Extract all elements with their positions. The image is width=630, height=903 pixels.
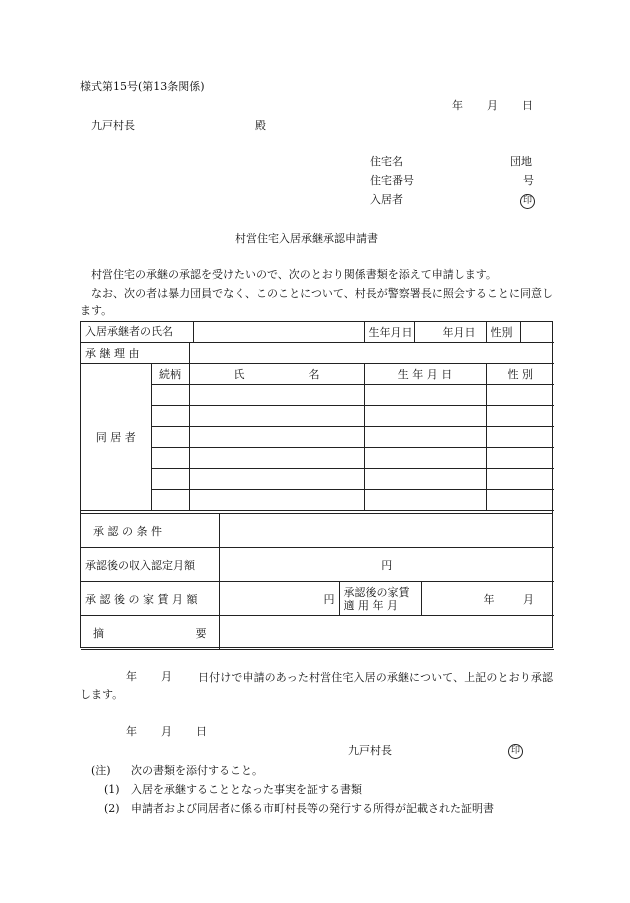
remarks-field[interactable] xyxy=(219,616,554,650)
notes-head: 次の書類を添付すること。 xyxy=(131,764,263,777)
income-label: 承認後の収入認定月額 xyxy=(81,548,219,582)
col-name-header: 氏 名 xyxy=(189,364,364,385)
resident-label: 入居者 xyxy=(370,193,403,206)
housing-name-label: 住宅名 xyxy=(370,155,403,168)
approval-year: 年 xyxy=(126,670,137,683)
notes-label: (注) xyxy=(91,764,111,777)
table-row xyxy=(81,427,554,448)
intro-paragraph-1: 村営住宅の承継の承認を受けたいので、次のとおり関係書類を添えて申請します。 xyxy=(91,268,497,281)
gender-field[interactable] xyxy=(520,322,554,343)
mayor-name: 九戸村長 xyxy=(348,744,392,757)
col-gender-header: 性 別 xyxy=(486,364,554,385)
conditions-label: 承 認 の 条 件 xyxy=(81,514,219,548)
page-title: 村営住宅入居承継承認申請書 xyxy=(235,232,378,245)
birth-year-label: 年 xyxy=(442,326,454,339)
gender-label: 性別 xyxy=(486,322,520,343)
col-birth-header: 生 年 月 日 xyxy=(364,364,486,385)
approval-date-month: 月 xyxy=(161,725,172,738)
rent-date-field[interactable]: 年 月 xyxy=(421,582,554,616)
rent-date-label: 承認後の家賃 適 用 年 月 xyxy=(339,582,421,616)
date-year: 年 xyxy=(452,99,463,112)
addressee-name: 九戸村長 xyxy=(91,119,135,132)
birthdate-label: 生年月日 xyxy=(364,322,414,343)
birthdate-field[interactable] xyxy=(414,322,486,343)
approval-date-day: 日 xyxy=(196,725,207,738)
rent-field[interactable]: 円 xyxy=(219,582,339,616)
table-row xyxy=(81,469,554,490)
approval-month: 月 xyxy=(161,670,172,683)
housing-number-suffix: 号 xyxy=(523,174,534,187)
note-2-number: (2) xyxy=(104,802,120,815)
table-row xyxy=(81,406,554,427)
housing-name-suffix: 団地 xyxy=(510,155,532,168)
housing-number-label: 住宅番号 xyxy=(370,174,414,187)
table-row xyxy=(81,490,554,511)
mayor-seal-icon: 印 xyxy=(508,743,523,759)
application-table xyxy=(80,321,553,514)
approval-date-year: 年 xyxy=(126,725,137,738)
date-day: 日 xyxy=(522,99,533,112)
rent-label: 承 認 後 の 家 賃 月 額 xyxy=(81,582,219,616)
approval-text: 日付けで申請のあった村営住宅入居の承継について、上記のとおり承認します。 xyxy=(80,671,553,701)
conditions-field[interactable] xyxy=(219,514,554,548)
note-1-number: (1) xyxy=(104,783,120,796)
approval-table xyxy=(80,513,553,648)
date-month: 月 xyxy=(487,99,498,112)
successor-name-label: 入居承継者の氏名 xyxy=(81,322,194,342)
reason-label: 承 継 理 由 xyxy=(81,343,189,364)
birth-month-label: 月 xyxy=(453,326,465,339)
note-2-text: 申請者および同居者に係る市町村長等の発行する所得が記載された証明書 xyxy=(131,802,494,815)
remarks-label: 摘 要 xyxy=(81,616,219,650)
table-row xyxy=(81,448,554,469)
addressee-honorific: 殿 xyxy=(255,119,266,132)
form-number: 様式第15号(第13条関係) xyxy=(80,80,205,93)
reason-field[interactable] xyxy=(189,343,554,364)
income-field[interactable]: 円 xyxy=(219,548,554,582)
resident-seal-icon: 印 xyxy=(520,193,535,209)
intro-paragraph-2: なお、次の者は暴力団員でなく、このことについて、村長が警察署長に照会することに同意します。 xyxy=(80,287,553,317)
table-row xyxy=(81,385,554,406)
birth-day-label: 日 xyxy=(464,326,476,339)
successor-name-field[interactable] xyxy=(194,322,364,342)
note-1-text: 入居を承継することとなった事実を証する書類 xyxy=(131,783,362,796)
cohabitants-label: 同 居 者 xyxy=(81,364,151,511)
col-relation-header: 続柄 xyxy=(151,364,189,385)
